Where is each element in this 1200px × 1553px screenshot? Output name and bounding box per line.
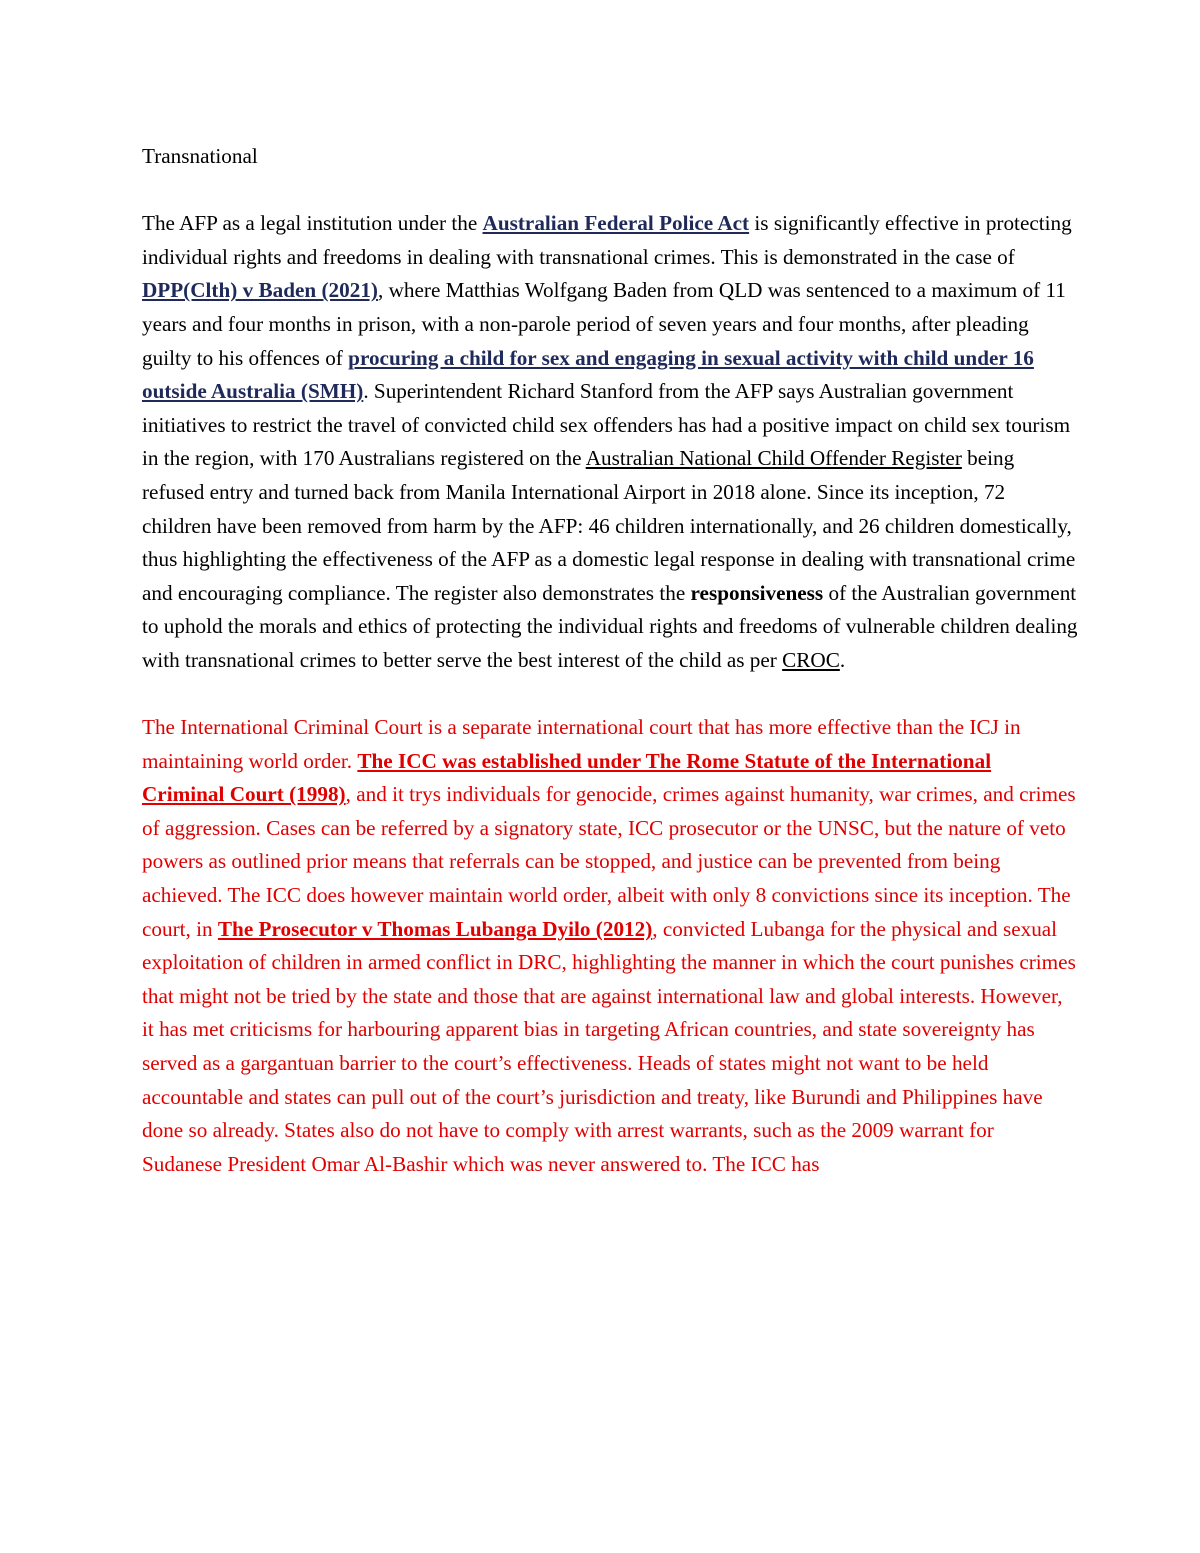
text-run: . Superintendent Richard Stanford from the AFP says Australian government initiatives to restrict the travel of convicted child sex offenders has had a positive impact on child sex tourism in the region, with 170 Australians registered on the	[142, 379, 1071, 471]
act-reference: Australian Federal Police Act	[482, 211, 750, 236]
paragraph-icc	[142, 711, 1078, 1181]
text-run: .	[839, 647, 846, 672]
paragraph-afp	[142, 207, 1078, 677]
register-reference: Australian National Child Offender Register	[585, 446, 962, 471]
bold-keyword: responsiveness	[690, 580, 824, 605]
text-run: , where Matthias Wolfgang Baden from QLD was sentenced to a maximum of 11 years and four months in prison, with a non-parole period of seven years and four months, after pleading guilty to his offences of	[142, 278, 1066, 370]
croc-reference: CROC	[782, 647, 840, 672]
offence-reference: procuring a child for sex and engaging in sexual activity with child under 16 outside Australia (SMH)	[142, 345, 1034, 404]
case-reference: The Prosecutor v Thomas Lubanga Dyilo (2012)	[217, 916, 653, 941]
text-run: , and it trys individuals for genocide, crimes against humanity, war crimes, and crimes of aggression. Cases can be referred by a signatory state, ICC prosecutor or the UNSC, but the nature of veto powers as outlined prior means that referrals can be stopped, and justice can be prevented from being achieved. The ICC does however maintain world order, albeit with only 8 convictions since its inception. The court, in	[142, 782, 1076, 941]
text-run: The International Criminal Court is a separate international court that has more effective than the ICJ in maintaining world order.	[142, 715, 1021, 773]
text-run: is significantly effective in protecting individual rights and freedoms in dealing with transnational crimes. This is demonstrated in the case of	[142, 211, 1072, 269]
text-run: The AFP as a legal institution under the	[142, 211, 483, 236]
text-run: , convicted Lubanga for the physical and sexual exploitation of children in armed conflict in DRC, highlighting the manner in which the court punishes crimes that might not be tried by the state and those that are against international law and global interests. However, it has met criticisms for harbouring apparent bias in targeting African countries, and state sovereignty has served as a gargantuan barrier to the court’s effectiveness. Heads of states might not want to be held accountable and states can pull out of the court’s jurisdiction and treaty, like Burundi and Philippines have done so already. States also do not have to comply with arrest warrants, such as the 2009 warrant for Sudanese President Omar Al-Bashir which was never answered to. The ICC has	[142, 916, 1076, 1176]
text-run: being refused entry and turned back from Manila International Airport in 2018 alone. Since its inception, 72 children have been removed from harm by the AFP: 46 children internationally, and 26 children domestically, thus highlighting the effectiveness of the AFP as a domestic legal response in dealing with transnational crime and encouraging compliance. The register also demonstrates the	[142, 446, 1076, 605]
text-run: of the Australian government to uphold the morals and ethics of protecting the individual rights and freedoms of vulnerable children dealing with transnational crimes to better serve the best interest of the child as per	[142, 580, 1078, 672]
statute-reference: The ICC was established under The Rome Statute of the International Criminal Court (1998)	[142, 748, 992, 807]
case-reference: DPP(Clth) v Baden (2021)	[142, 278, 378, 303]
document-page	[142, 140, 1078, 1215]
section-heading: Transnational	[142, 144, 258, 168]
